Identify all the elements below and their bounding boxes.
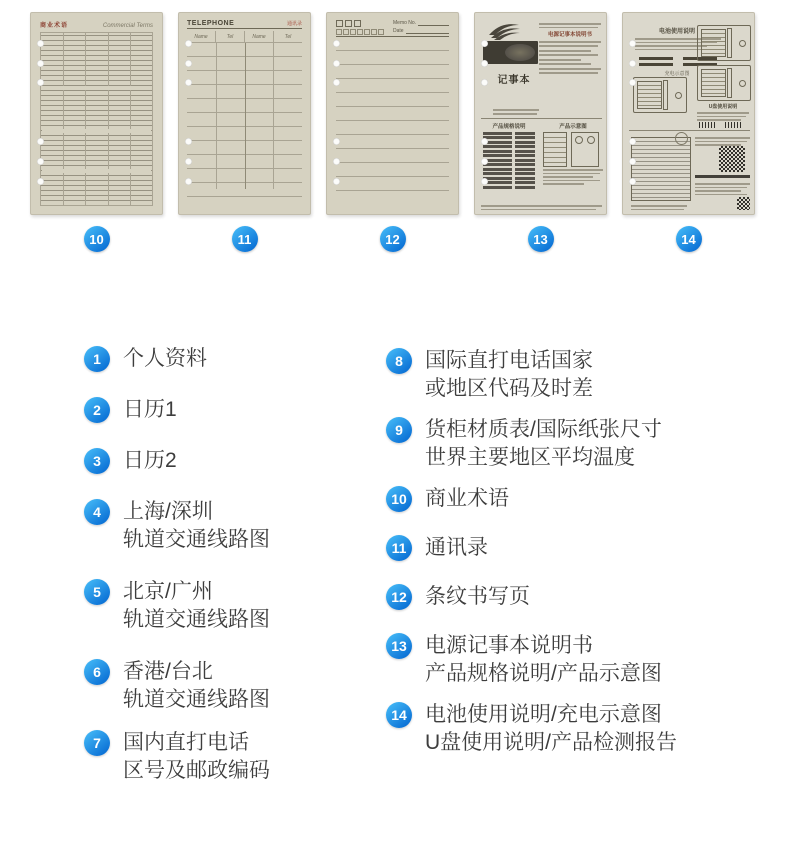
device-diagram-icon [697, 25, 751, 61]
table-divider [130, 33, 131, 205]
sheet-col-13 [474, 12, 607, 252]
usb-text-lines [697, 110, 749, 123]
spec-table [481, 132, 537, 189]
terms-table [40, 32, 153, 206]
legend-column-left [84, 345, 374, 809]
paragraph-lines [539, 41, 601, 75]
text-line [539, 50, 591, 52]
legend-text-line: 日历2 [123, 449, 177, 472]
text-line [695, 187, 747, 189]
punch-hole [481, 178, 488, 185]
legend-text-line: 香港/台北 [123, 660, 213, 683]
column-divider [273, 43, 274, 189]
spec-table-row [483, 132, 535, 135]
punch-hole [629, 158, 636, 165]
text-line [631, 209, 684, 211]
item-number-badge: 12 [386, 584, 412, 610]
spec-table-row [483, 168, 535, 171]
punch-hole [629, 138, 636, 145]
telephone-ruled-area [187, 43, 302, 203]
text-line [543, 169, 603, 171]
text-line [539, 59, 581, 61]
col-name: Name [244, 31, 273, 42]
text-line [539, 23, 601, 25]
banner-highlight [505, 44, 535, 61]
spec-table-row [483, 163, 535, 166]
text-line [539, 45, 598, 47]
item-number-badge: 6 [84, 659, 110, 685]
item-number-badge: 9 [386, 417, 412, 443]
page-number-badge: 11 [232, 226, 258, 252]
legend-text-line: 产品规格说明/产品示意图 [425, 662, 662, 685]
item-number-badge: 7 [84, 730, 110, 756]
item-number-badge: 4 [84, 499, 110, 525]
table-divider [108, 33, 109, 205]
legend-item [84, 578, 374, 634]
punch-hole [185, 158, 192, 165]
battery-heading: 电池使用说明 [658, 29, 695, 35]
item-number-badge: 13 [386, 633, 412, 659]
legend-text-line: 上海/深圳 [123, 500, 213, 523]
charge-diagram-label: 充电示意图 [664, 71, 690, 77]
sheet-col-10 [30, 12, 163, 252]
legend-text-line: 国际直打电话国家 [425, 349, 593, 372]
text-line [543, 180, 600, 182]
table-section-gap [42, 129, 151, 133]
legend-text-line: 货柜材质表/国际纸张尺寸 [425, 418, 662, 441]
legend-text-line: 通讯录 [425, 536, 488, 559]
legend-item-text [425, 347, 593, 403]
sheet-col-12 [326, 12, 459, 252]
text-line [631, 205, 687, 207]
punch-hole [481, 138, 488, 145]
barcode-icon [725, 122, 741, 128]
punch-hole [333, 40, 340, 47]
brand-logo-icon [487, 21, 521, 41]
legend-text-line: U盘使用说明/产品检测报告 [425, 731, 677, 754]
text-line [695, 141, 747, 143]
page11-title-cn: 通讯录 [286, 21, 302, 27]
legend-item-text [123, 658, 270, 714]
punch-hole [185, 60, 192, 67]
text-line [543, 173, 600, 175]
legend-item [84, 658, 374, 714]
item-number-badge: 2 [84, 397, 110, 423]
col-tel: Tel [273, 31, 302, 42]
legend-text-line: 日历1 [123, 398, 177, 421]
punch-hole [481, 60, 488, 67]
mini-box [371, 29, 377, 35]
punch-hole [37, 40, 44, 47]
legend-item [84, 498, 374, 554]
text-line [539, 63, 591, 65]
table-divider [63, 33, 64, 205]
brand-name: 记事本 [497, 75, 531, 86]
page-thumb-manual [474, 12, 607, 215]
legend-text-line: 商业术语 [425, 487, 509, 510]
mini-box [336, 29, 342, 35]
text-line [543, 183, 584, 185]
brand-line [481, 70, 547, 88]
legend-item-text [123, 345, 207, 373]
text-line [481, 209, 596, 211]
contact-lines [695, 181, 750, 197]
diagram-title: 产品示意图 [559, 124, 587, 130]
legend-item [386, 485, 746, 513]
legend-text-line: 国内直打电话 [123, 731, 249, 754]
text-line [539, 72, 598, 74]
mini-box [350, 29, 356, 35]
punch-hole [185, 40, 192, 47]
memo-no-line [418, 21, 449, 26]
legend-text-line: 个人资料 [123, 347, 207, 370]
spec-table-row [483, 181, 535, 184]
qr-code-small-icon [737, 197, 750, 210]
page10-header [31, 13, 162, 31]
legend-item-text [123, 578, 270, 634]
punch-hole [481, 40, 488, 47]
table-section-gap [42, 86, 151, 90]
page10-title-cn: 商业术语 [40, 23, 69, 29]
text-line [697, 112, 749, 114]
table-section-gap [42, 169, 151, 173]
punch-hole [37, 138, 44, 145]
legend-column-right [386, 347, 746, 770]
stamp-icon [675, 132, 688, 145]
company-name-line [695, 175, 750, 178]
mini-box [378, 29, 384, 35]
text-line [697, 119, 741, 121]
punch-hole [37, 178, 44, 185]
legend-item [84, 345, 374, 373]
legend-text-line: 电池使用说明/充电示意图 [425, 703, 662, 726]
text-line [539, 27, 598, 29]
punch-hole [333, 60, 340, 67]
legend-text-line: 北京/广州 [123, 580, 213, 603]
text-line [493, 109, 539, 111]
checkbox-icon [354, 20, 361, 27]
section-divider [629, 130, 750, 131]
text-line [697, 116, 746, 118]
device-outline-icon [543, 132, 567, 167]
page-number-badge: 14 [676, 226, 702, 252]
punch-hole [185, 178, 192, 185]
spec-table-row [483, 145, 535, 148]
legend-text-line: 条纹书写页 [425, 585, 530, 608]
item-number-badge: 1 [84, 346, 110, 372]
spec-table-row [483, 150, 535, 153]
legend-item-text [425, 534, 488, 562]
item-number-badge: 3 [84, 448, 110, 474]
col-tel: Tel [215, 31, 244, 42]
text-line [695, 137, 750, 139]
legend-item-text [123, 498, 270, 554]
diagram-section [543, 122, 603, 187]
date-line [406, 29, 449, 34]
checkbox-icon [336, 20, 343, 27]
spec-table-row [483, 136, 535, 139]
legend-item [386, 534, 746, 562]
spec-section [481, 122, 537, 190]
page11-header [187, 20, 302, 29]
legend-item [386, 416, 746, 472]
qr-code-icon [719, 146, 745, 172]
product-diagrams [543, 132, 603, 167]
text-line [481, 205, 602, 207]
legend-text-line: 世界主要地区平均温度 [425, 446, 635, 469]
insert-pages-row [30, 12, 755, 252]
page-number-badge: 13 [528, 226, 554, 252]
mini-box [364, 29, 370, 35]
legend-item [386, 347, 746, 403]
table-divider [85, 33, 86, 205]
mini-box-row [336, 29, 384, 35]
page-thumb-commercial-terms [30, 12, 163, 215]
page-thumb-ruled [326, 12, 459, 215]
legend-text-line: 或地区代码及时差 [425, 377, 593, 400]
punch-hole [333, 138, 340, 145]
legend-text-line: 轨道交通线路图 [123, 688, 270, 711]
product-photo-banner [483, 41, 538, 64]
date-label: Date [393, 28, 404, 34]
legend-item-text [123, 729, 270, 785]
device-diagram-icon [697, 65, 751, 101]
footnote-lines [481, 203, 602, 212]
legend-text-line: 电源记事本说明书 [425, 634, 593, 657]
spec-table-row [483, 154, 535, 157]
punch-hole [333, 158, 340, 165]
legend-item [84, 447, 374, 475]
sheet-col-11 [178, 12, 311, 252]
col-name: Name [194, 33, 208, 40]
company-lines [493, 106, 539, 118]
column-divider [245, 43, 246, 189]
page11-title-en: TELEPHONE [187, 20, 235, 27]
legend-item [386, 583, 746, 611]
mini-box [343, 29, 349, 35]
spec-table-row [483, 186, 535, 189]
legend-micro-text [543, 169, 603, 185]
ruled-lines-area [336, 37, 449, 203]
punch-hole [481, 158, 488, 165]
footnote-lines [631, 203, 687, 212]
text-line [539, 68, 601, 70]
legend-item [84, 396, 374, 424]
legend-item [386, 701, 746, 757]
text-line [695, 190, 741, 192]
page-thumb-battery-usb [622, 12, 755, 215]
page-thumb-telephone [178, 12, 311, 215]
punch-hole [37, 158, 44, 165]
legend-text-line: 区号及邮政编码 [123, 759, 270, 782]
column-divider [216, 43, 217, 189]
punch-hole [185, 79, 192, 86]
item-number-badge: 14 [386, 702, 412, 728]
legend-item-text [425, 416, 662, 472]
test-report-table [631, 137, 691, 201]
text-line [695, 194, 747, 196]
spec-table-row [483, 172, 535, 175]
memo-meta [393, 20, 449, 36]
text-line [539, 54, 598, 56]
punch-hole [629, 178, 636, 185]
punch-hole [37, 79, 44, 86]
legend-item-text [425, 701, 677, 757]
punch-hole [629, 79, 636, 86]
text-line [543, 176, 593, 178]
checkbox-icon [345, 20, 352, 27]
legend-item-text [425, 485, 509, 513]
punch-hole [37, 60, 44, 67]
text-line [539, 41, 601, 43]
spec-table-row [483, 141, 535, 144]
legend-item-text [123, 447, 177, 475]
item-number-badge: 5 [84, 579, 110, 605]
punch-hole [629, 40, 636, 47]
punch-hole [185, 138, 192, 145]
page10-title-en: Commercial Terms [102, 23, 153, 29]
item-number-badge: 11 [386, 535, 412, 561]
page-number-badge: 12 [380, 226, 406, 252]
punch-hole [333, 79, 340, 86]
legend-item-text [425, 583, 530, 611]
memo-no-label: Memo No. [393, 20, 417, 26]
spec-table-row [483, 159, 535, 162]
text-line [695, 183, 750, 185]
checkbox-icons [336, 20, 384, 36]
legend-text-line: 轨道交通线路图 [123, 608, 270, 631]
page-number-badge: 10 [84, 226, 110, 252]
charge-diagram-icon [633, 77, 687, 113]
manual-heading: 电源记事本说明书 [547, 32, 592, 38]
legend-item-text [123, 396, 177, 424]
manual-intro-text [539, 21, 601, 77]
legend-item [386, 632, 746, 688]
text-line [493, 113, 537, 115]
legend-item-text [425, 632, 662, 688]
item-number-badge: 10 [386, 486, 412, 512]
micro-text [539, 23, 601, 28]
device-outline-icon [571, 132, 599, 167]
item-number-badge: 8 [386, 348, 412, 374]
legend-item [84, 729, 374, 785]
mini-box [357, 29, 363, 35]
legend-text-line: 轨道交通线路图 [123, 528, 270, 551]
barcode-icon [699, 122, 715, 128]
punch-hole [629, 60, 636, 67]
page12-header [336, 20, 449, 36]
spec-table-row [483, 177, 535, 180]
spec-title: 产品规格说明 [492, 124, 526, 130]
usb-section-label: U盘使用说明 [708, 104, 738, 110]
punch-hole [481, 79, 488, 86]
section-divider [481, 118, 602, 119]
sheet-col-14 [622, 12, 755, 252]
telephone-column-headers [187, 31, 302, 43]
punch-hole [333, 178, 340, 185]
